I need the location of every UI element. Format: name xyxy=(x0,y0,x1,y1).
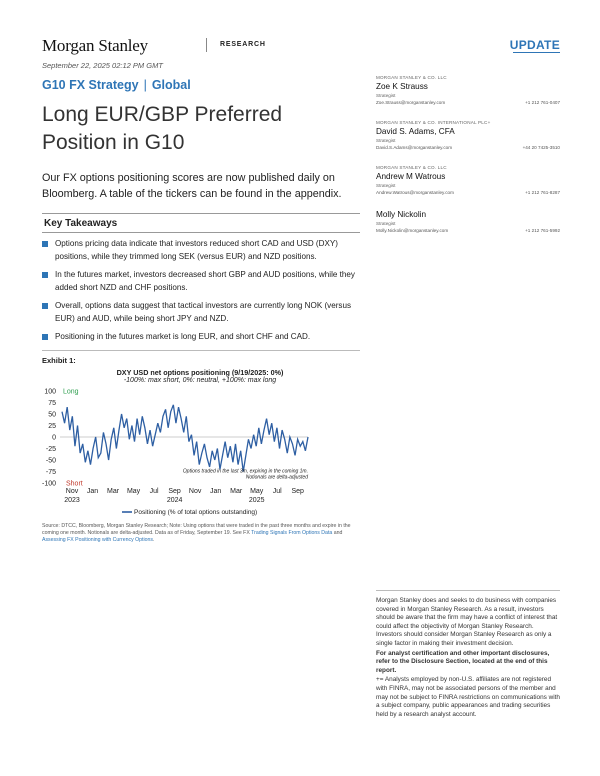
publish-date: September 22, 2025 02:12 PM GMT xyxy=(42,61,163,70)
analyst-email[interactable]: David.S.Adams@morganstanley.com xyxy=(376,145,453,150)
bullet-square-icon xyxy=(42,272,48,278)
analyst-phone: +1 212 761-8287 xyxy=(525,190,560,195)
analyst-contact xyxy=(376,100,560,107)
key-takeaways-header xyxy=(42,213,360,233)
x-tick-label: Jan xyxy=(86,488,99,495)
chart-title: DXY USD net options positioning (9/19/2025: 0%) xyxy=(116,368,284,377)
update-underline xyxy=(513,52,560,53)
analyst-name: David S. Adams, CFA xyxy=(376,127,455,136)
analyst-name: Zoe K Strauss xyxy=(376,82,428,91)
strategy-region: Global xyxy=(151,78,191,92)
x-tick-label: Jul xyxy=(149,488,159,495)
source-link-assessing-positioning[interactable]: Assessing FX Positioning with Currency Options xyxy=(42,537,154,543)
y-tick-label: 100 xyxy=(44,388,56,396)
report-title: Long EUR/GBP Preferred Position in G10 xyxy=(42,103,283,154)
takeaway-item xyxy=(42,238,360,263)
analyst-contact xyxy=(376,228,560,235)
exhibit-divider xyxy=(42,350,360,351)
source-and: and xyxy=(332,530,343,536)
report-header xyxy=(42,36,560,60)
analyst-card xyxy=(376,120,560,152)
analyst-phone: +1 212 761-5992 xyxy=(525,228,560,233)
analyst-card xyxy=(376,210,560,235)
analyst-list xyxy=(376,75,560,248)
x-year-label: 2023 xyxy=(64,497,80,504)
strategy-separator: | xyxy=(143,78,147,92)
x-tick-label: May xyxy=(250,488,264,495)
x-tick-label: Sep xyxy=(168,488,181,495)
intro-paragraph: Our FX options positioning scores are now published daily on Bloomberg. A table of the tickers can be found in the appendix. xyxy=(42,172,342,200)
analyst-card xyxy=(376,165,560,197)
x-tick-label: Jan xyxy=(210,488,222,495)
strategy-line xyxy=(42,78,191,92)
y-tick-label: 0 xyxy=(52,434,56,442)
disclaimer-finra: += Analysts employed by non-U.S. affiliates are not registered with FINRA, may not be associated persons of the member and may not be subject to FINRA restrictions on communications with a subject company, public appearances and trading securities held by a research analyst account. xyxy=(376,676,560,718)
header-divider xyxy=(206,38,207,52)
takeaway-text: In the futures market, investors decreased short GBP and AUD positions, while they added short NZD and CHF positions. xyxy=(55,270,355,292)
disclaimer-box xyxy=(376,597,560,720)
takeaway-text: Overall, options data suggest that tactical investors are currently long NOK (versus EUR) and AUD, while being short JPY and NZD. xyxy=(55,301,352,323)
analyst-firm: MORGAN STANLEY & CO. INTERNATIONAL PLC+ xyxy=(376,120,491,125)
x-tick-label: Mar xyxy=(230,488,243,495)
x-tick-label: Sep xyxy=(291,488,304,495)
bullet-square-icon xyxy=(42,303,48,309)
analyst-phone: +44 20 7425-3510 xyxy=(522,145,560,150)
takeaway-item xyxy=(42,269,360,294)
y-axis xyxy=(42,389,56,488)
y-tick-label: -50 xyxy=(45,457,56,465)
analyst-role: Strategist xyxy=(376,183,396,188)
y-tick-label: 25 xyxy=(48,423,56,430)
research-label: RESEARCH xyxy=(220,41,266,48)
disclaimer-certification: For analyst certification and other important disclosures, refer to the Disclosure Section, located at the end of this report. xyxy=(376,649,550,674)
analyst-firm: MORGAN STANLEY & CO. LLC xyxy=(376,75,447,80)
key-takeaways-heading: Key Takeaways xyxy=(44,218,118,229)
morgan-stanley-logo: Morgan Stanley xyxy=(42,36,148,55)
analyst-email[interactable]: Zoe.Strauss@morganstanley.com xyxy=(376,100,446,105)
x-axis xyxy=(64,488,304,504)
legend-label: Positioning (% of total options outstanding) xyxy=(134,509,258,516)
analyst-name: Molly Nickolin xyxy=(376,210,427,219)
x-tick-label: Nov xyxy=(188,488,202,495)
x-tick-label: Mar xyxy=(107,488,120,495)
short-label: Short xyxy=(66,480,83,488)
analyst-name: Andrew M Watrous xyxy=(376,172,446,181)
analyst-contact xyxy=(376,190,560,197)
chart-annotation-line-2: Notionals are delta-adjusted xyxy=(245,474,308,481)
x-year-label: 2024 xyxy=(166,497,183,504)
exhibit-source xyxy=(42,523,360,544)
takeaway-text: Options pricing data indicate that investors reduced short CAD and USD (DXY) positions, while they trimmed long SEK (versus EUR) and NZD positions. xyxy=(55,239,338,261)
chart-subtitle: -100%: max short, 0%: neutral, +100%: max long xyxy=(123,377,277,384)
analyst-role: Strategist xyxy=(376,93,396,98)
positioning-chart xyxy=(36,385,356,520)
analyst-card xyxy=(376,75,560,107)
key-takeaways-list xyxy=(42,238,360,350)
analyst-phone: +1 212 761-0407 xyxy=(525,100,560,105)
x-tick-label: Nov xyxy=(65,488,79,495)
y-tick-label: 50 xyxy=(48,411,56,419)
chart-annotation-line-1: Options traded in the last 3m, expiring in the coming 1m. xyxy=(182,468,308,475)
analyst-contact xyxy=(376,145,560,152)
strategy-name: G10 FX Strategy xyxy=(42,78,139,92)
bullet-square-icon xyxy=(42,241,48,247)
bullet-square-icon xyxy=(42,334,48,340)
analyst-role: Strategist xyxy=(376,138,396,143)
exhibit-label: Exhibit 1: xyxy=(42,356,76,365)
y-tick-label: -75 xyxy=(45,469,56,476)
analyst-email[interactable]: Molly.Nickolin@morganstanley.com xyxy=(376,228,449,233)
x-tick-label: May xyxy=(126,488,141,495)
analyst-role: Strategist xyxy=(376,221,396,226)
analyst-email[interactable]: Andrew.Watrous@morganstanley.com xyxy=(376,190,454,195)
source-link-trading-signals[interactable]: Trading Signals From Options Data xyxy=(251,530,333,536)
positioning-series-line xyxy=(62,405,308,472)
x-tick-label: Jul xyxy=(272,488,282,495)
takeaway-item xyxy=(42,300,360,325)
analyst-firm: MORGAN STANLEY & CO. LLC xyxy=(376,165,447,170)
x-year-label: 2025 xyxy=(248,497,265,504)
source-end: . xyxy=(153,537,155,543)
source-text: Source: DTCC, Bloomberg, Morgan Stanley Research; Note: Using options that were traded in the past three months and expire in the coming one month. Notionals are delta-adjusted. Data as of Friday, September 19. See FX xyxy=(42,523,351,536)
y-tick-label: -25 xyxy=(45,446,56,453)
y-tick-label: 75 xyxy=(48,400,56,407)
disclaimer-conflict: Morgan Stanley does and seeks to do business with companies covered in Morgan Stanley Research. As a result, investors should be aware that the firm may have a conflict of interest that could affect the objectivity of Morgan Stanley Research. Investors should consider Morgan Stanley Research as only a single factor in making their investment decision. xyxy=(376,597,558,647)
takeaway-item xyxy=(42,331,360,344)
disclaimer-divider xyxy=(376,590,560,591)
update-badge: UPDATE xyxy=(509,38,560,52)
y-tick-label: -100 xyxy=(41,480,56,488)
long-label: Long xyxy=(63,388,79,396)
takeaway-text: Positioning in the futures market is long EUR, and short CHF and CAD. xyxy=(55,332,311,341)
